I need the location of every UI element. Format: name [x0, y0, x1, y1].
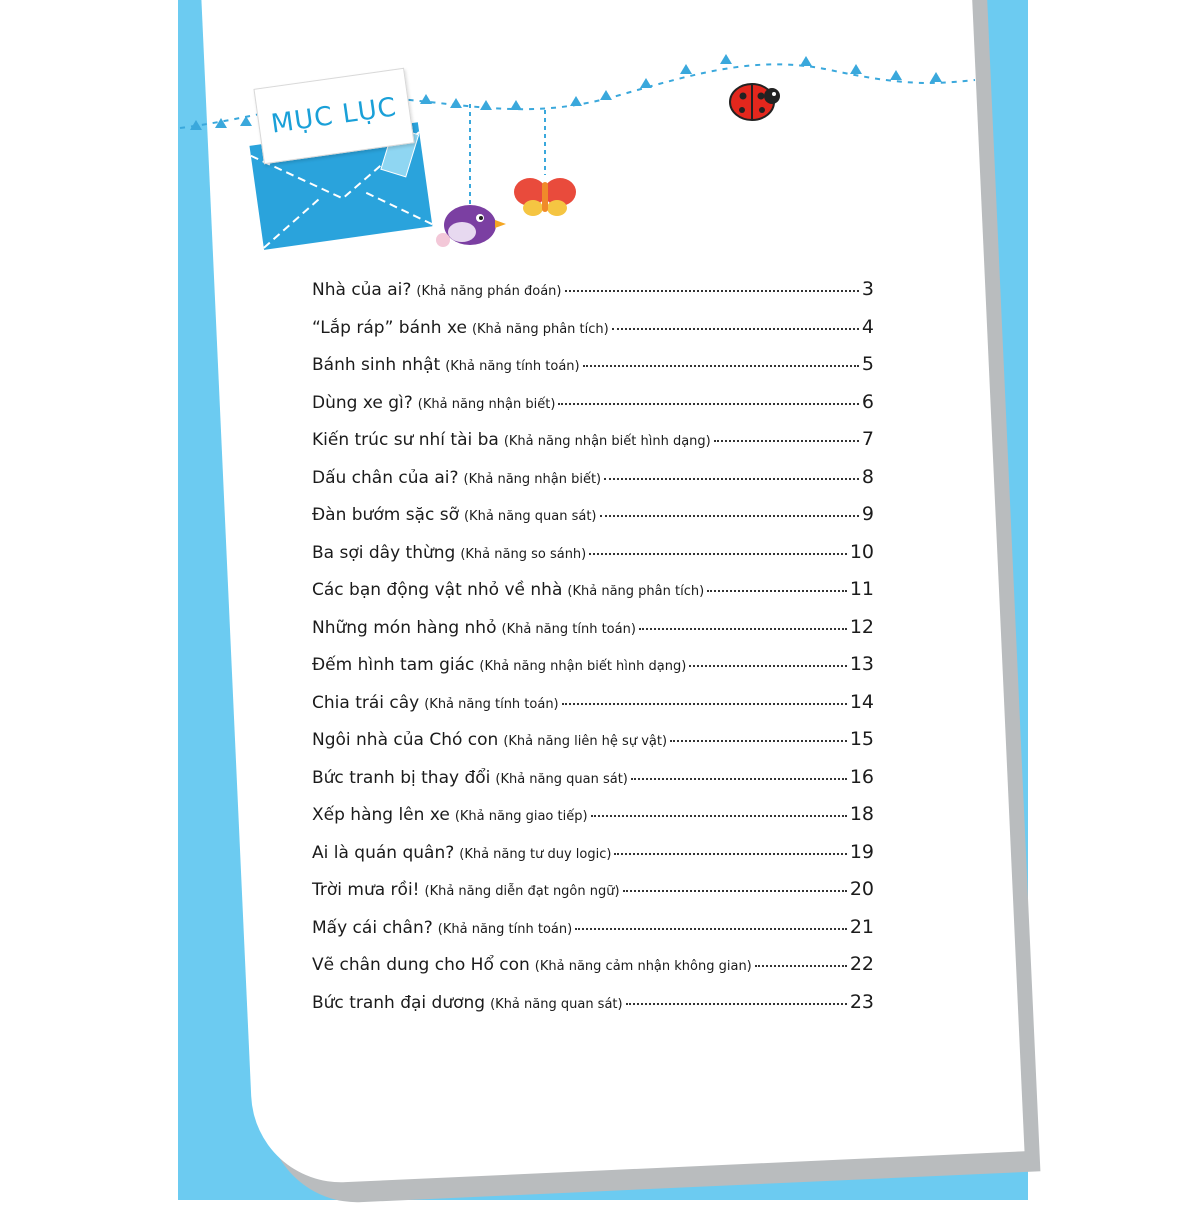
toc-entry-page: 21 — [849, 915, 874, 938]
toc-entry — [312, 841, 874, 879]
toc-entry-skill: (Khả năng tính toán) — [424, 696, 559, 712]
toc-entry — [312, 653, 874, 691]
butterfly-icon — [514, 178, 576, 216]
toc-entry-skill: (Khả năng phán đoán) — [416, 284, 562, 299]
toc-entry-title: Dùng xe gì? — [312, 392, 413, 413]
toc-entry-skill: (Khả năng quan sát) — [495, 771, 628, 787]
toc-entry-title: Bức tranh đại dương — [312, 992, 486, 1013]
toc-leader-dots — [639, 628, 847, 630]
toc-entry-page: 15 — [849, 728, 874, 750]
header-decoration — [0, 0, 1200, 300]
toc-entry-skill: (Khả năng nhận biết) — [463, 471, 602, 487]
toc-entry-skill: (Khả năng tính toán) — [445, 359, 580, 374]
toc-entry — [312, 916, 874, 954]
toc-leader-dots — [604, 478, 859, 480]
ladybug-icon — [730, 84, 780, 120]
toc-entry-page: 20 — [849, 878, 874, 900]
toc-entry-page: 18 — [849, 803, 874, 825]
toc-entry-title: Các bạn động vật nhỏ về nhà — [312, 580, 563, 600]
toc-leader-dots — [589, 553, 847, 555]
toc-leader-dots — [631, 778, 847, 780]
toc-entry — [312, 578, 874, 616]
toc-entry-title: “Lắp ráp” bánh xe — [312, 317, 467, 338]
toc-leader-dots — [689, 665, 847, 667]
toc-entry-title: Mấy cái chân? — [312, 917, 433, 938]
toc-entry — [312, 766, 874, 804]
toc-entry — [312, 316, 874, 354]
toc-entry-title: Trời mưa rồi! — [312, 880, 420, 900]
toc-entry-skill: (Khả năng phân tích) — [567, 584, 705, 599]
toc-entry — [312, 503, 874, 541]
toc-entry-skill: (Khả năng nhận biết hình dạng) — [503, 434, 711, 449]
toc-entry-skill: (Khả năng liên hệ sự vật) — [503, 734, 668, 749]
toc-leader-dots — [558, 403, 859, 405]
toc-entry-skill: (Khả năng phân tích) — [471, 321, 609, 337]
toc-leader-dots — [562, 703, 847, 705]
toc-entry-page: 4 — [861, 315, 874, 338]
toc-entry — [312, 541, 874, 579]
toc-entry-title: Ai là quán quân? — [312, 842, 455, 863]
toc-entry — [312, 278, 874, 316]
toc-leader-dots — [575, 928, 847, 930]
toc-leader-dots — [591, 815, 847, 817]
toc-entry-skill: (Khả năng so sánh) — [460, 546, 587, 562]
toc-entry-title: Chia trái cây — [312, 692, 420, 713]
toc-entry-skill: (Khả năng tư duy logic) — [459, 846, 612, 862]
toc-entry-page: 8 — [861, 465, 874, 488]
toc-entry-skill: (Khả năng tính toán) — [501, 621, 636, 637]
toc-entry-skill: (Khả năng quan sát) — [463, 509, 597, 524]
bird-icon — [436, 205, 506, 247]
toc-entry — [312, 466, 874, 504]
toc-entry-page: 16 — [849, 765, 874, 788]
toc-entry-skill: (Khả năng tính toán) — [437, 921, 573, 937]
toc-leader-dots — [583, 365, 859, 367]
toc-leader-dots — [707, 590, 847, 592]
toc-leader-dots — [670, 740, 847, 742]
toc-entry-title: Dấu chân của ai? — [312, 467, 459, 488]
page-title: MỤC LỤC — [269, 92, 399, 140]
toc-entry-title: Xếp hàng lên xe — [312, 805, 450, 825]
toc-entry-skill: (Khả năng nhận biết hình dạng) — [479, 659, 687, 674]
toc-leader-dots — [623, 890, 847, 892]
toc-entry-skill: (Khả năng cảm nhận không gian) — [534, 959, 752, 974]
toc-entry — [312, 728, 874, 766]
toc-entry — [312, 428, 874, 466]
toc-entry-page: 5 — [861, 353, 874, 375]
toc-entry-page: 3 — [861, 278, 874, 300]
toc-leader-dots — [600, 515, 859, 517]
toc-entry-page: 22 — [849, 953, 874, 975]
toc-leader-dots — [612, 328, 859, 330]
toc-entry-title: Đàn bướm sặc sỡ — [312, 505, 459, 525]
toc-entry-page: 9 — [861, 503, 874, 525]
toc-entry — [312, 803, 874, 841]
toc-entry-title: Bánh sinh nhật — [312, 355, 441, 375]
toc-leader-dots — [714, 440, 859, 442]
toc-entry-skill: (Khả năng quan sát) — [490, 996, 623, 1012]
toc-entry — [312, 953, 874, 991]
toc-entry-title: Nhà của ai? — [312, 280, 412, 300]
toc-entry-title: Những món hàng nhỏ — [312, 617, 497, 638]
toc-entry-title: Ba sợi dây thừng — [312, 542, 456, 563]
toc-entry-title: Ngôi nhà của Chó con — [312, 730, 499, 750]
toc-entry-title: Vẽ chân dung cho Hổ con — [312, 955, 530, 975]
toc-entry-page: 14 — [849, 690, 874, 713]
toc-entry-title: Kiến trúc sư nhí tài ba — [312, 430, 499, 450]
toc-entry — [312, 353, 874, 391]
toc-entry — [312, 616, 874, 654]
toc-entry — [312, 391, 874, 429]
table-of-contents — [312, 278, 874, 1028]
toc-entry-page: 12 — [849, 615, 874, 638]
toc-entry-page: 7 — [861, 428, 874, 450]
toc-entry-skill: (Khả năng nhận biết) — [417, 396, 556, 412]
toc-entry-title: Đếm hình tam giác — [312, 655, 475, 675]
toc-entry — [312, 878, 874, 916]
toc-leader-dots — [565, 290, 859, 292]
toc-entry-title: Bức tranh bị thay đổi — [312, 767, 491, 788]
toc-entry — [312, 691, 874, 729]
toc-entry-page: 19 — [849, 840, 874, 863]
toc-leader-dots — [626, 1003, 847, 1005]
toc-entry-page: 23 — [849, 990, 874, 1013]
toc-entry-page: 6 — [861, 390, 874, 413]
toc-entry-page: 13 — [849, 653, 874, 675]
toc-entry-skill: (Khả năng diễn đạt ngôn ngữ) — [424, 884, 620, 899]
toc-leader-dots — [755, 965, 847, 967]
toc-entry-page: 11 — [849, 578, 874, 600]
toc-entry — [312, 991, 874, 1029]
toc-entry-skill: (Khả năng giao tiếp) — [454, 809, 588, 824]
toc-leader-dots — [614, 853, 846, 855]
toc-entry-page: 10 — [849, 540, 874, 563]
